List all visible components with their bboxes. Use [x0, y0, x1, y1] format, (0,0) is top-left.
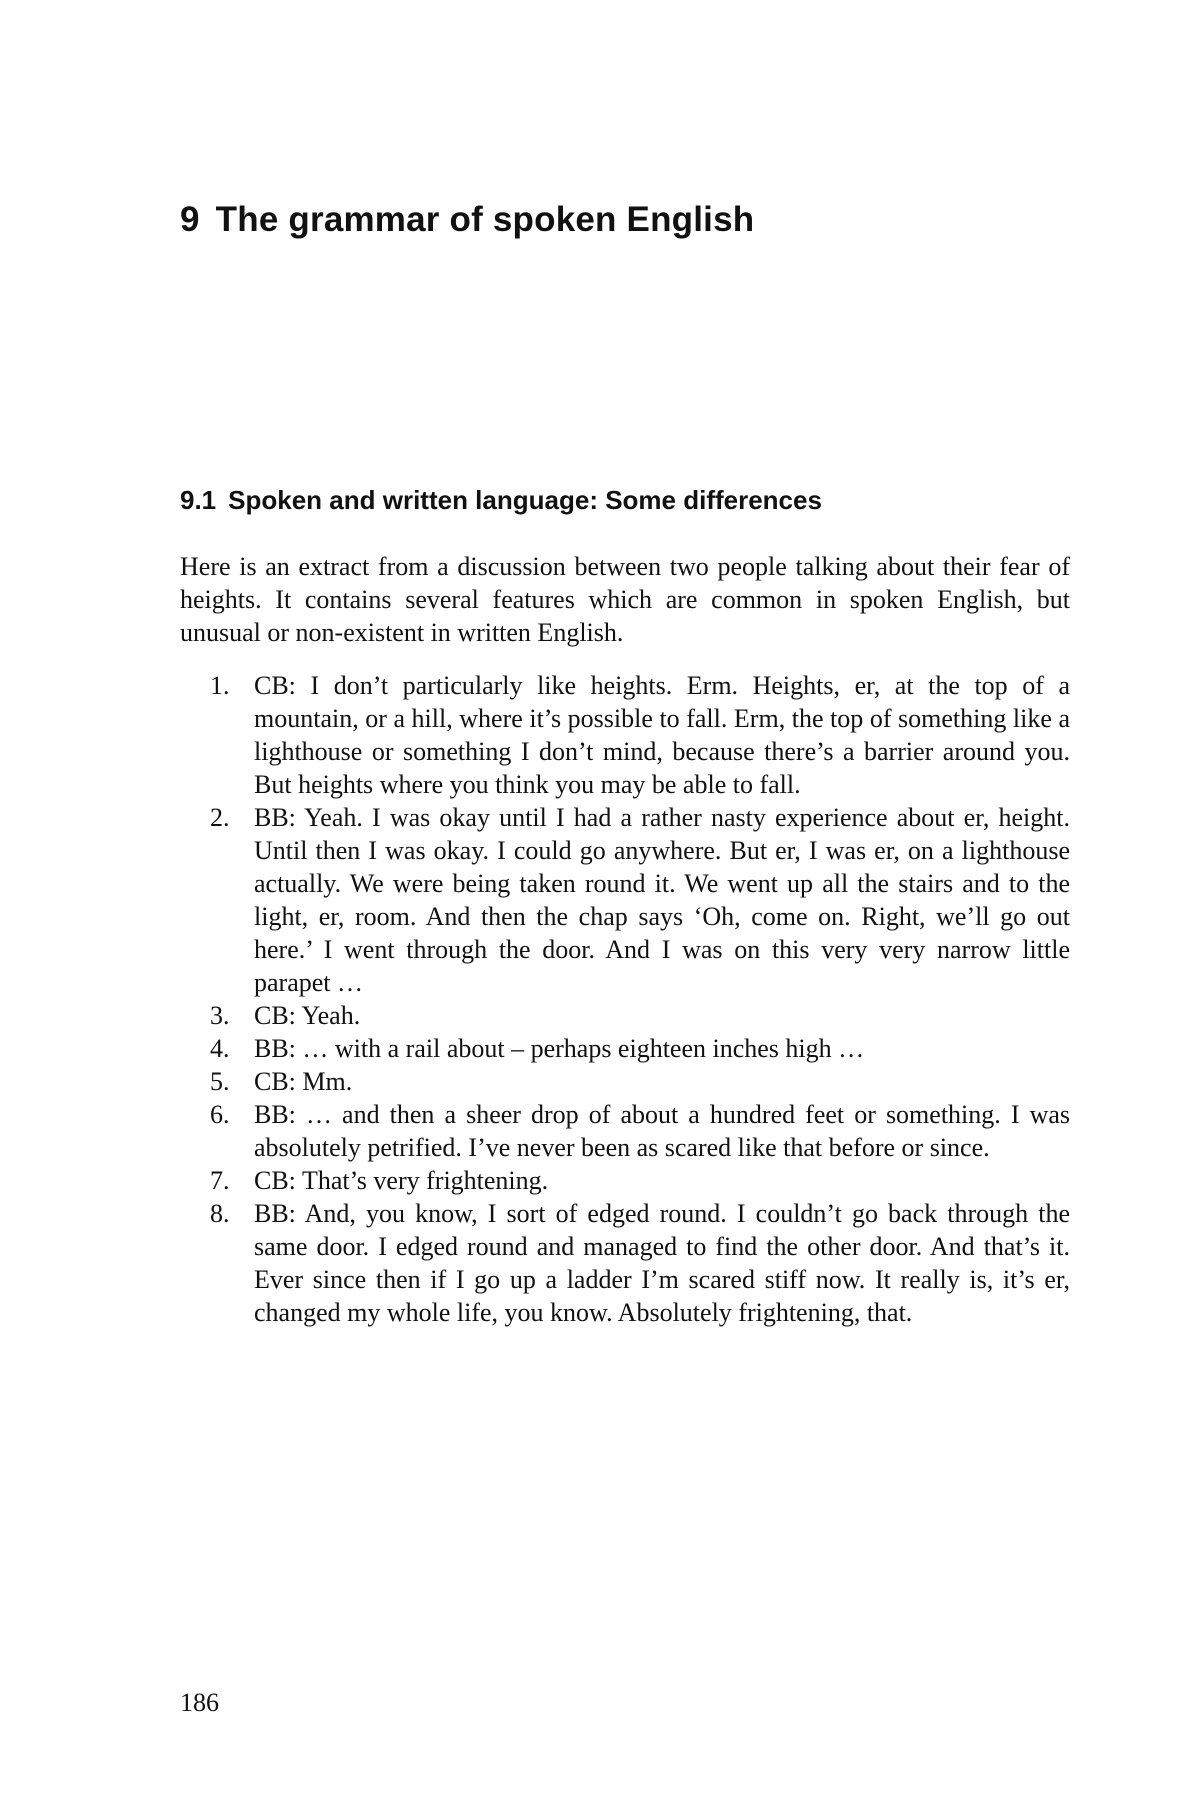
transcript-item: [180, 1032, 1070, 1065]
item-text: BB: … and then a sheer drop of about a hundred feet or something. I was absolutely petrified. I’ve never been as scared like that before or since.: [254, 1100, 1070, 1162]
item-text: BB: Yeah. I was okay until I had a rather nasty experience about er, height. Until then I was okay. I could go anywhere. But er, I was er, on a lighthouse actually. We were being taken round it. We went up all the stairs and to the light, er, room. And then the chap says ‘Oh, come on. Right, we’ll go out here.’ I went through the door. And I was on this very very narrow little parapet …: [254, 803, 1070, 997]
item-text: CB: Mm.: [254, 1067, 353, 1096]
item-number: 1.: [210, 671, 230, 700]
chapter-title-text: The grammar of spoken English: [215, 200, 755, 239]
item-number: 2.: [210, 803, 230, 832]
item-text: CB: That’s very frightening.: [254, 1166, 549, 1195]
transcript-item: [180, 1098, 1070, 1164]
item-number: 3.: [210, 1001, 230, 1030]
transcript-item: [180, 1164, 1070, 1197]
section-number: 9.1: [180, 485, 217, 515]
item-text: CB: I don’t particularly like heights. Erm. Heights, er, at the top of a mountain, or a hill, where it’s possible to fall. Erm, the top of something like a lighthouse or something I don’t mind, because there’s a barrier around you. But heights where you think you may be able to fall.: [254, 671, 1070, 799]
item-number: 5.: [210, 1067, 230, 1096]
section-title: [180, 485, 822, 516]
item-text: BB: … with a rail about – perhaps eighteen inches high …: [254, 1034, 865, 1063]
transcript-item: [180, 1065, 1070, 1098]
section-title-text: Spoken and written language: Some differences: [228, 485, 822, 515]
page-number: 186: [180, 1688, 219, 1717]
chapter-title: [180, 200, 754, 240]
transcript-item: [180, 669, 1070, 801]
item-text: CB: Yeah.: [254, 1001, 361, 1030]
transcript-list: [180, 669, 1070, 1329]
transcript-item: [180, 999, 1070, 1032]
transcript-item: [180, 801, 1070, 999]
item-number: 8.: [210, 1199, 230, 1228]
item-number: 7.: [210, 1166, 230, 1195]
item-text: BB: And, you know, I sort of edged round. I couldn’t go back through the same door. I edged round and managed to find the other door. And that’s it. Ever since then if I go up a ladder I’m scared stiff now. It really is, it’s er, changed my whole life, you know. Absolutely frightening, that.: [254, 1199, 1070, 1327]
intro-paragraph: Here is an extract from a discussion between two people talking about their fear of heights. It contains several features which are common in spoken English, but unusual or non-existent in written English.: [180, 552, 1070, 647]
transcript-item: [180, 1197, 1070, 1329]
chapter-number: 9: [180, 200, 200, 239]
item-number: 6.: [210, 1100, 230, 1129]
item-number: 4.: [210, 1034, 230, 1063]
